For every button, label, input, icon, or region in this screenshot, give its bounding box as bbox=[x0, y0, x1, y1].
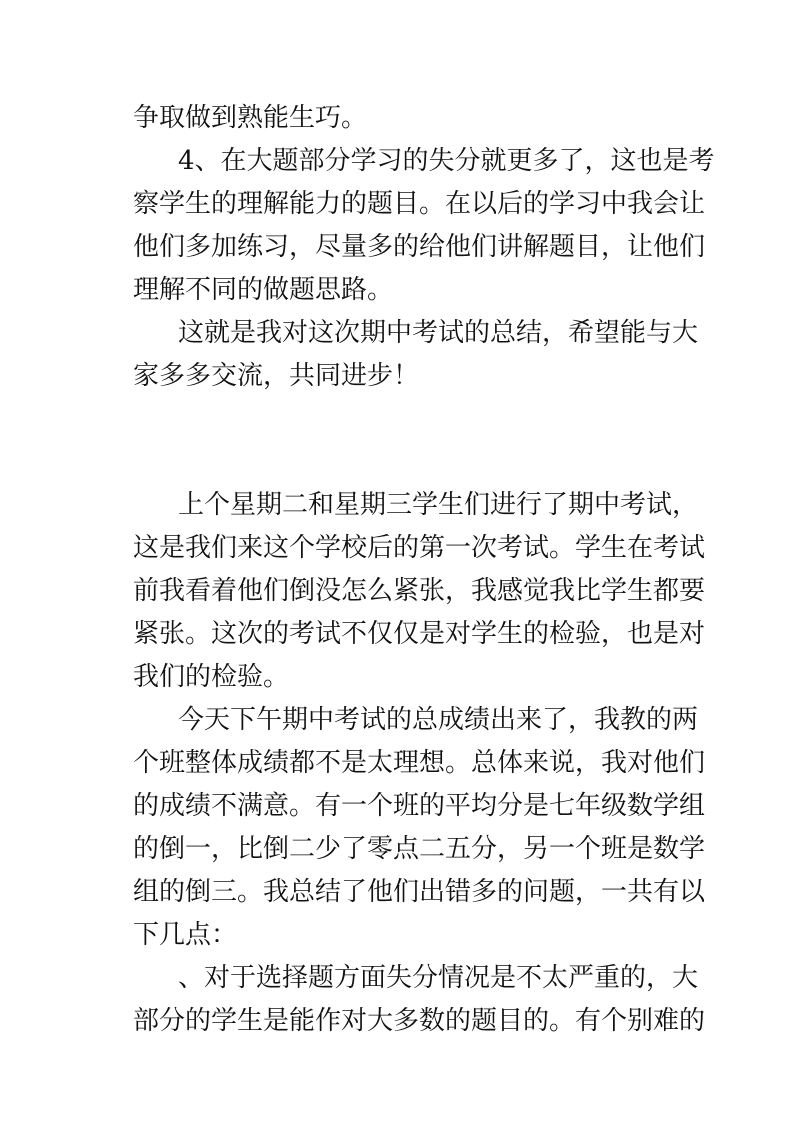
text-line: 争取做到熟能生巧。 bbox=[133, 103, 368, 133]
text-line: 我们的检验。 bbox=[133, 662, 290, 692]
text-line: 个班整体成绩都不是太理想。总体来说，我对他们 bbox=[133, 748, 706, 778]
text-line: 上个星期二和星期三学生们进行了期中考试， bbox=[178, 490, 699, 520]
text-line: 前我看着他们倒没怎么紧张，我感觉我比学生都要 bbox=[133, 576, 706, 606]
text-line: 察学生的理解能力的题目。在以后的学习中我会让 bbox=[133, 189, 706, 219]
text-line: 的倒一，比倒二少了零点二五分，另一个班是数学 bbox=[133, 834, 706, 864]
text-line: 他们多加练习，尽量多的给他们讲解题目，让他们 bbox=[133, 232, 706, 262]
text-line: 这就是我对这次期中考试的总结，希望能与大 bbox=[178, 318, 699, 348]
text-line: 家多多交流，共同进步！ bbox=[133, 361, 420, 391]
text-line: 下几点： bbox=[133, 920, 238, 950]
text-line: 紧张。这次的考试不仅仅是对学生的检验，也是对 bbox=[133, 619, 706, 649]
text-line: 今天下午期中考试的总成绩出来了，我教的两 bbox=[178, 705, 699, 735]
text-line: 组的倒三。我总结了他们出错多的问题，一共有以 bbox=[133, 877, 706, 907]
text-line: 的成绩不满意。有一个班的平均分是七年级数学组 bbox=[133, 791, 706, 821]
text-line: 这是我们来这个学校后的第一次考试。学生在考试 bbox=[133, 533, 706, 563]
text-line: 部分的学生是能作对大多数的题目的。有个别难的 bbox=[133, 1006, 706, 1036]
text-line: 4、在大题部分学习的失分就更多了，这也是考 bbox=[178, 146, 715, 176]
text-line: 、对于选择题方面失分情况是不太严重的，大 bbox=[178, 963, 699, 993]
text-line: 理解不同的做题思路。 bbox=[133, 275, 394, 305]
